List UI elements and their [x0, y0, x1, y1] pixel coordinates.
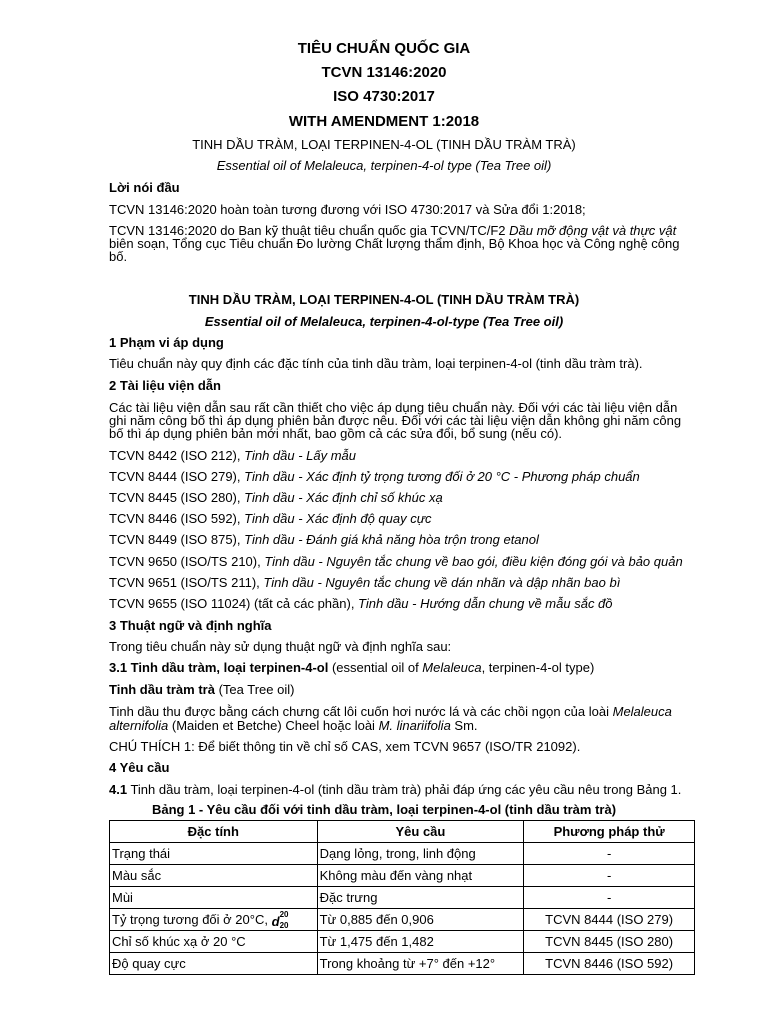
term-synonym: Tinh dầu tràm trà (Tea Tree oil): [109, 682, 295, 697]
reference-item: TCVN 8444 (ISO 279), Tinh dầu - Xác định tỷ trọng tương đối ở 20 °C - Phương pháp chuẩn: [109, 469, 640, 484]
table-cell: TCVN 8444 (ISO 279): [524, 909, 695, 931]
term-3-1: 3.1 Tinh dầu tràm, loại terpinen-4-ol (essential oil of Melaleuca, terpinen-4-ol type): [109, 660, 595, 675]
reference-item: TCVN 8446 (ISO 592), Tinh dầu - Xác định độ quay cực: [109, 511, 432, 526]
table-row: [110, 843, 695, 865]
table-cell: -: [524, 843, 695, 865]
title-english: Essential oil of Melaleuca, terpinen-4-ol type (Tea Tree oil): [216, 158, 552, 173]
table-cell: Từ 0,885 đến 0,906: [317, 909, 524, 931]
table-cell: Từ 1,475 đến 1,482: [317, 931, 524, 953]
reference-item: TCVN 9650 (ISO/TS 210), Tinh dầu - Nguyên tắc chung về bao gói, điều kiện đóng gói và bảo quản: [109, 554, 683, 569]
table-cell: TCVN 8445 (ISO 280): [524, 931, 695, 953]
foreword-p2-line3: bố.: [109, 249, 128, 264]
table-cell: -: [524, 865, 695, 887]
table-cell: Độ quay cực: [110, 953, 318, 975]
column-header: Phương pháp thử: [524, 821, 695, 843]
table-row: [110, 953, 695, 975]
table-caption: Bảng 1 - Yêu cầu đối với tinh dầu tràm, loại terpinen-4-ol (tinh dầu tràm trà): [151, 802, 617, 817]
term-definition-line2: alternifolia (Maiden et Betche) Cheel hoặc loài M. linariifolia Sm.: [109, 718, 478, 733]
section-1-heading: 1 Phạm vi áp dụng: [109, 335, 224, 350]
table-row: [110, 865, 695, 887]
section-2-text-line3: bố thì áp dụng phiên bản mới nhất, bao gồm cả các sửa đổi, bổ sung (nếu có).: [109, 426, 563, 441]
section-1-text: Tiêu chuẩn này quy định các đặc tính của tinh dầu tràm, loại terpinen-4-ol (tinh dầu tràm trà).: [109, 356, 643, 371]
reference-item: TCVN 8449 (ISO 875), Tinh dầu - Đánh giá khả năng hòa trộn trong etanol: [109, 532, 539, 547]
table-cell: Đặc trưng: [317, 887, 524, 909]
table-cell: -: [524, 887, 695, 909]
main-title-vietnamese: TINH DẦU TRÀM, LOẠI TERPINEN-4-OL (TINH DẦU TRÀM TRÀ): [188, 292, 580, 307]
table-cell: Trạng thái: [110, 843, 318, 865]
section-2-heading: 2 Tài liệu viện dẫn: [109, 378, 221, 393]
reference-item: TCVN 9651 (ISO/TS 211), Tinh dầu - Nguyên tắc chung về dán nhãn và dập nhãn bao bì: [109, 575, 621, 590]
table-cell: Mùi: [110, 887, 318, 909]
foreword-p2: TCVN 13146:2020 do Ban kỹ thuật tiêu chuẩn quốc gia TCVN/TC/F2 Dầu mỡ động vật và thực vật: [109, 223, 677, 238]
foreword-heading: Lời nói đầu: [109, 180, 180, 195]
term-definition: Tinh dầu thu được bằng cách chưng cất lôi cuốn hơi nước lá và các chồi ngọn của loài Melaleuca: [109, 704, 672, 719]
table-header-row: [110, 821, 695, 843]
foreword-p1: TCVN 13146:2020 hoàn toàn tương đương với ISO 4730:2017 và Sửa đổi 1:2018;: [109, 202, 586, 217]
table-row: [110, 931, 695, 953]
standard-number: TCVN 13146:2020: [321, 64, 447, 81]
table-cell: Tỷ trọng tương đối ở 20°C, d 20 20: [110, 909, 318, 931]
table-cell: Màu sắc: [110, 865, 318, 887]
foreword-p2-line2: biên soạn, Tổng cục Tiêu chuẩn Đo lường Chất lượng thẩm định, Bộ Khoa học và Công nghệ công: [109, 236, 680, 251]
table-cell: Dạng lỏng, trong, linh động: [317, 843, 524, 865]
table-cell: Không màu đến vàng nhạt: [317, 865, 524, 887]
section-3-text: Trong tiêu chuẩn này sử dụng thuật ngữ và định nghĩa sau:: [109, 639, 452, 654]
column-header: Yêu cầu: [317, 821, 524, 843]
section-3-heading: 3 Thuật ngữ và định nghĩa: [109, 618, 272, 633]
reference-item: TCVN 8442 (ISO 212), Tinh dầu - Lấy mẫu: [109, 448, 357, 463]
section-2-text: Các tài liệu viện dẫn sau rất cần thiết cho việc áp dụng tiêu chuẩn này. Đối với các tài liệu viện dẫn: [109, 400, 678, 415]
title-vietnamese: TINH DẦU TRÀM, LOẠI TERPINEN-4-OL (TINH DẦU TRÀM TRÀ): [192, 137, 576, 152]
iso-number: ISO 4730:2017: [333, 88, 435, 105]
amendment-line: WITH AMENDMENT 1:2018: [288, 113, 480, 130]
reference-item: TCVN 8445 (ISO 280), Tinh dầu - Xác định chỉ số khúc xạ: [109, 490, 443, 505]
table-row: [110, 887, 695, 909]
reference-item: TCVN 9655 (ISO 11024) (tất cả các phần), Tinh dầu - Hướng dẫn chung về mẫu sắc đồ: [109, 596, 613, 611]
section-4-heading: 4 Yêu cầu: [109, 760, 170, 775]
requirements-table: [109, 820, 695, 975]
table-cell: TCVN 8446 (ISO 592): [524, 953, 695, 975]
clause-4-1: 4.1 Tinh dầu tràm, loại terpinen-4-ol (tinh dầu tràm trà) phải đáp ứng các yêu cầu nêu trong Bảng 1.: [109, 782, 682, 797]
doc-type-title: TIÊU CHUẨN QUỐC GIA: [297, 40, 471, 57]
table-cell: Chỉ số khúc xạ ở 20 °C: [110, 931, 318, 953]
column-header: Đặc tính: [110, 821, 318, 843]
density-symbol: d 20 20: [271, 909, 289, 930]
table-row: [110, 909, 695, 931]
main-title-english: Essential oil of Melaleuca, terpinen-4-ol-type (Tea Tree oil): [204, 314, 564, 329]
table-cell: Trong khoảng từ +7° đến +12°: [317, 953, 524, 975]
section-2-text-line2: ghi năm công bố thì áp dụng phiên bản được nêu. Đối với các tài liệu viện dẫn không ghi năm công: [109, 413, 682, 428]
note-1: CHÚ THÍCH 1: Để biết thông tin về chỉ số CAS, xem TCVN 9657 (ISO/TR 21092).: [109, 739, 581, 754]
